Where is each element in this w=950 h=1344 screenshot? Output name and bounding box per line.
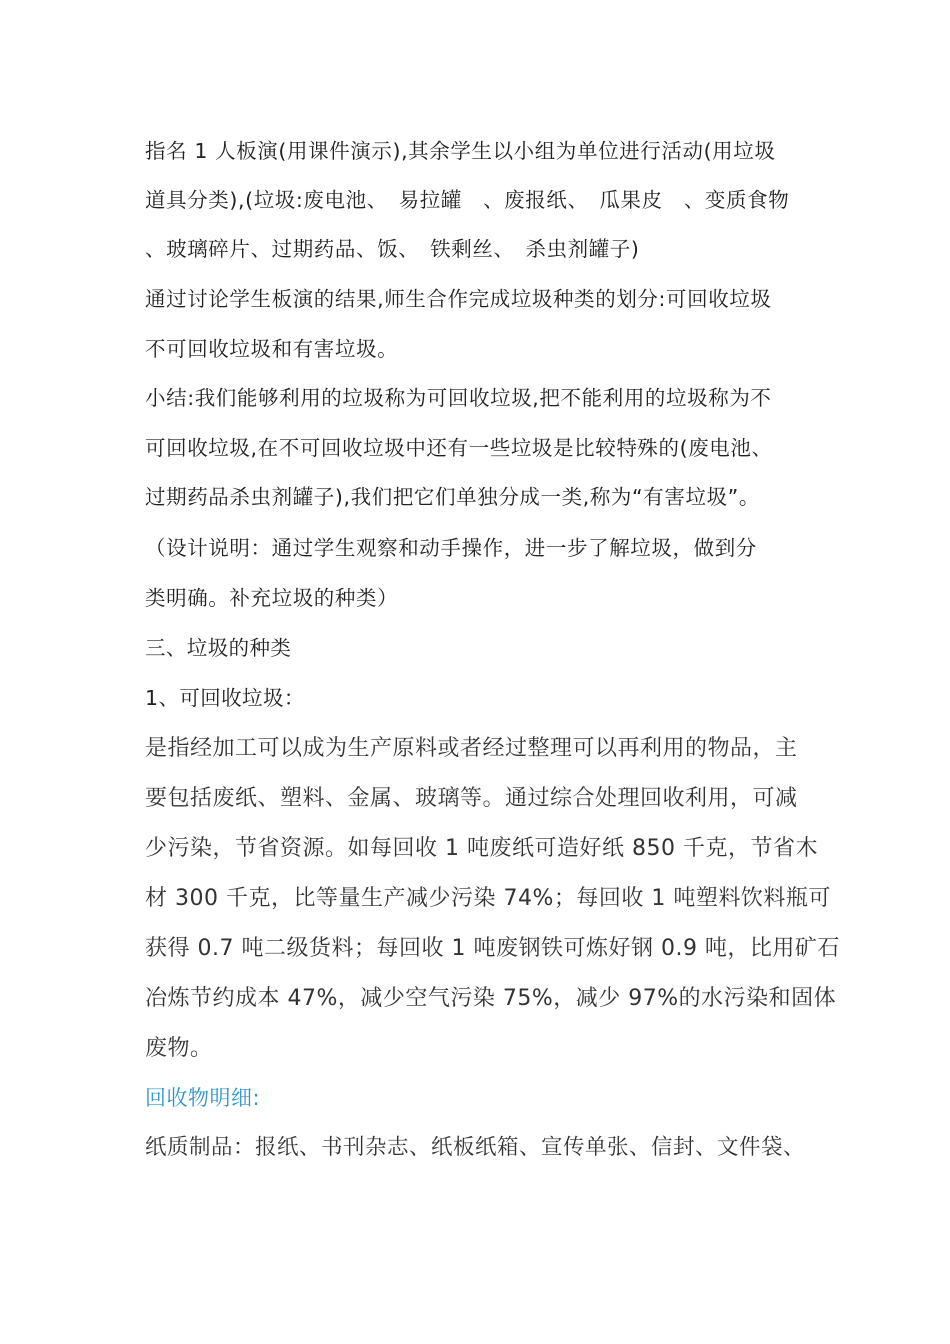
discussion-line-1: 通过讨论学生板演的结果,师生合作完成垃圾种类的划分:可回收垃圾: [145, 287, 772, 311]
summary-line-2: 可回收垃圾,在不可回收垃圾中还有一些垃圾是比较特殊的(废电池、: [145, 436, 773, 460]
details-heading: 回收物明细:: [145, 1086, 261, 1110]
design-note-line-2: 类明确。补充垃圾的种类）: [145, 586, 399, 610]
recyclable-line-4: 材 300 千克，比等量生产减少污染 74%；每回收 1 吨塑料饮料瓶可: [145, 886, 831, 911]
paper-products-line: 纸质制品：报纸、书刊杂志、纸板纸箱、宣传单张、信封、文件袋、: [145, 1135, 806, 1160]
recyclable-line-6: 冶炼节约成本 47%，减少空气污染 75%，减少 97%的水污染和固体: [145, 986, 837, 1011]
recyclable-line-3: 少污染，节省资源。如每回收 1 吨废纸可造好纸 850 千克，节省木: [145, 836, 818, 861]
activity-line-3: 、玻璃碎片、过期药品、饭、 铁剩丝、 杀虫剂罐子): [145, 237, 640, 261]
activity-line-2: 道具分类),(垃圾:废电池、 易拉罐 、废报纸、 瓜果皮 、变质食物: [145, 188, 790, 212]
recyclable-line-1: 是指经加工可以成为生产原料或者经过整理可以再利用的物品，主: [145, 736, 798, 761]
recyclable-line-5: 获得 0.7 吨二级货料；每回收 1 吨废钢铁可炼好钢 0.9 吨，比用矿石: [145, 936, 840, 961]
section-heading: 三、垃圾的种类: [145, 636, 292, 660]
design-note-line-1: （设计说明：通过学生观察和动手操作，进一步了解垃圾，做到分: [145, 536, 757, 560]
recyclable-line-7: 废物。: [145, 1036, 213, 1061]
summary-line-3: 过期药品杀虫剂罐子),我们把它们单独分成一类,称为“有害垃圾”。: [145, 485, 760, 509]
recyclable-line-2: 要包括废纸、塑料、金属、玻璃等。通过综合处理回收利用，可减: [145, 786, 798, 811]
summary-line-1: 小结:我们能够利用的垃圾称为可回收垃圾,把不能利用的垃圾称为不: [145, 386, 772, 410]
subsection-heading: 1、可回收垃圾：: [145, 686, 305, 710]
activity-line-1: 指名 1 人板演(用课件演示),其余学生以小组为单位进行活动(用垃圾: [145, 139, 776, 163]
discussion-line-2: 不可回收垃圾和有害垃圾。: [145, 337, 399, 361]
